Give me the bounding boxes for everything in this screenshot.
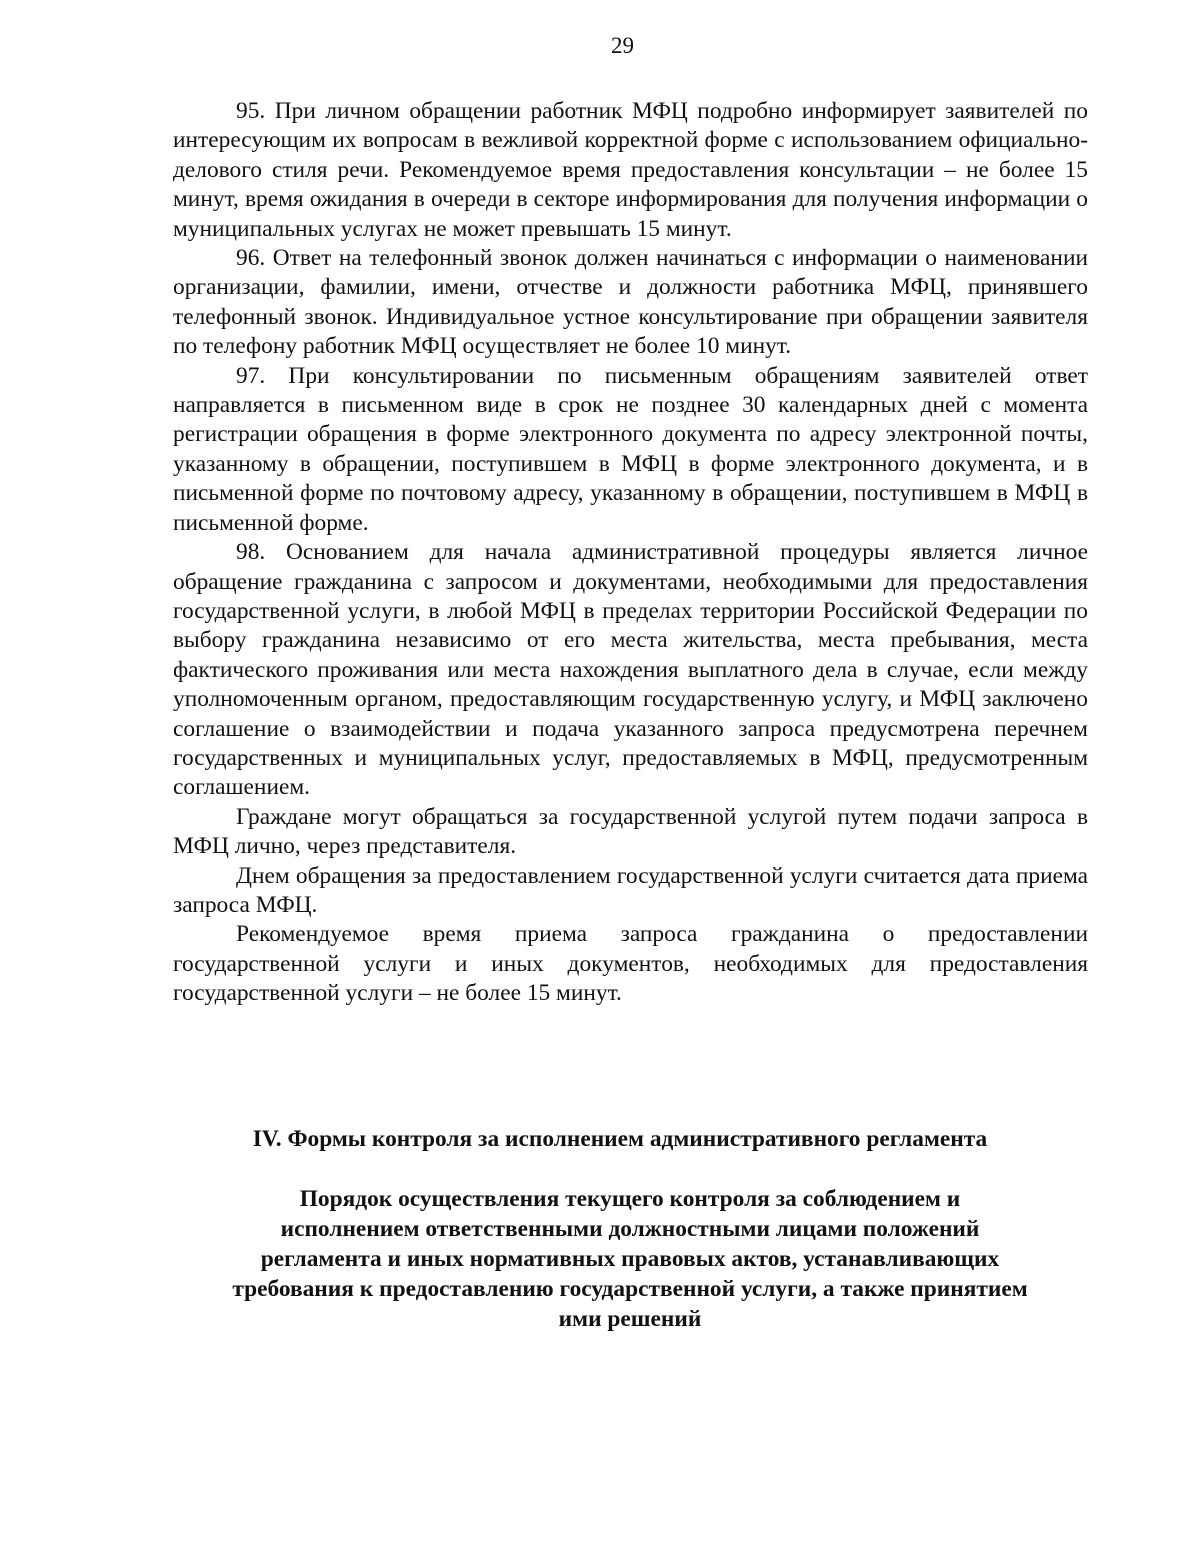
paragraph-recommended-time: Рекомендуемое время приема запроса гражданина о предоставлении государственной услуги и иных документов, необходимых для предоставления государственной услуги – не более 15 минут. — [173, 921, 1088, 1007]
body-text — [173, 97, 1088, 1009]
paragraph-96: 96. Ответ на телефонный звонок должен начинаться с информации о наименовании организации, фамилии, имени, отчестве и должности работника МФЦ, принявшего телефонный звонок. Индивидуальное устное консультирование при обращении заявителя по телефону работник МФЦ осуществляет не более 10 минут. — [173, 245, 1088, 360]
paragraph-citizens-apply: Граждане могут обращаться за государственной услугой путем подачи запроса в МФЦ лично, через представителя. — [173, 803, 1088, 860]
sub-heading-line: требования к предоставлению государственной услуги, а также принятием — [232, 1276, 1028, 1302]
sub-heading-line: регламента и иных нормативных правовых актов, устанавливающих — [260, 1246, 1000, 1272]
sub-heading-line: ими решений — [558, 1306, 702, 1332]
section-heading: IV. Формы контроля за исполнением административного регламента — [252, 1126, 988, 1152]
sub-heading — [190, 1184, 1070, 1334]
paragraph-98: 98. Основанием для начала административной процедуры является личное обращение гражданина с запросом и документами, необходимыми для предоставления государственной услуги, в любой МФЦ в пределах территории Российской Федерации по выбору гражданина независимо от его места жительства, места пребывания, места фактического проживания или места нахождения выплатного дела в случае, если между уполномоченным органом, предоставляющим государственную услугу, и МФЦ заключено соглашение о взаимодействии и подача указанного запроса предусмотрена перечнем государственных и муниципальных услуг, предоставляемых в МФЦ, предусмотренным соглашением. — [173, 539, 1088, 801]
page-number: 29 — [611, 33, 634, 58]
paragraph-95: 95. При личном обращении работник МФЦ подробно информирует заявителей по интересующим их вопросам в вежливой корректной форме с использованием официально-делового стиля речи. Рекомендуемое время предоставления консультации – не более 15 минут, время ожидания в очереди в секторе информирования для получения информации о муниципальных услугах не может превышать 15 минут. — [173, 98, 1088, 242]
sub-heading-line: Порядок осуществления текущего контроля за соблюдением и — [299, 1186, 961, 1212]
paragraph-application-date: Днем обращения за предоставлением государственной услуги считается дата приема запроса МФЦ. — [173, 862, 1088, 918]
paragraph-97: 97. При консультировании по письменным обращениям заявителей ответ направляется в письменном виде в срок не позднее 30 календарных дней с момента регистрации обращения в форме электронного документа по адресу электронной почты, указанному в обращении, поступившем в МФЦ в форме электронного документа, и в письменной форме по почтовому адресу, указанному в обращении, поступившем в МФЦ в письменной форме. — [173, 362, 1088, 536]
sub-heading-line: исполнением ответственными должностными лицами положений — [280, 1216, 980, 1242]
